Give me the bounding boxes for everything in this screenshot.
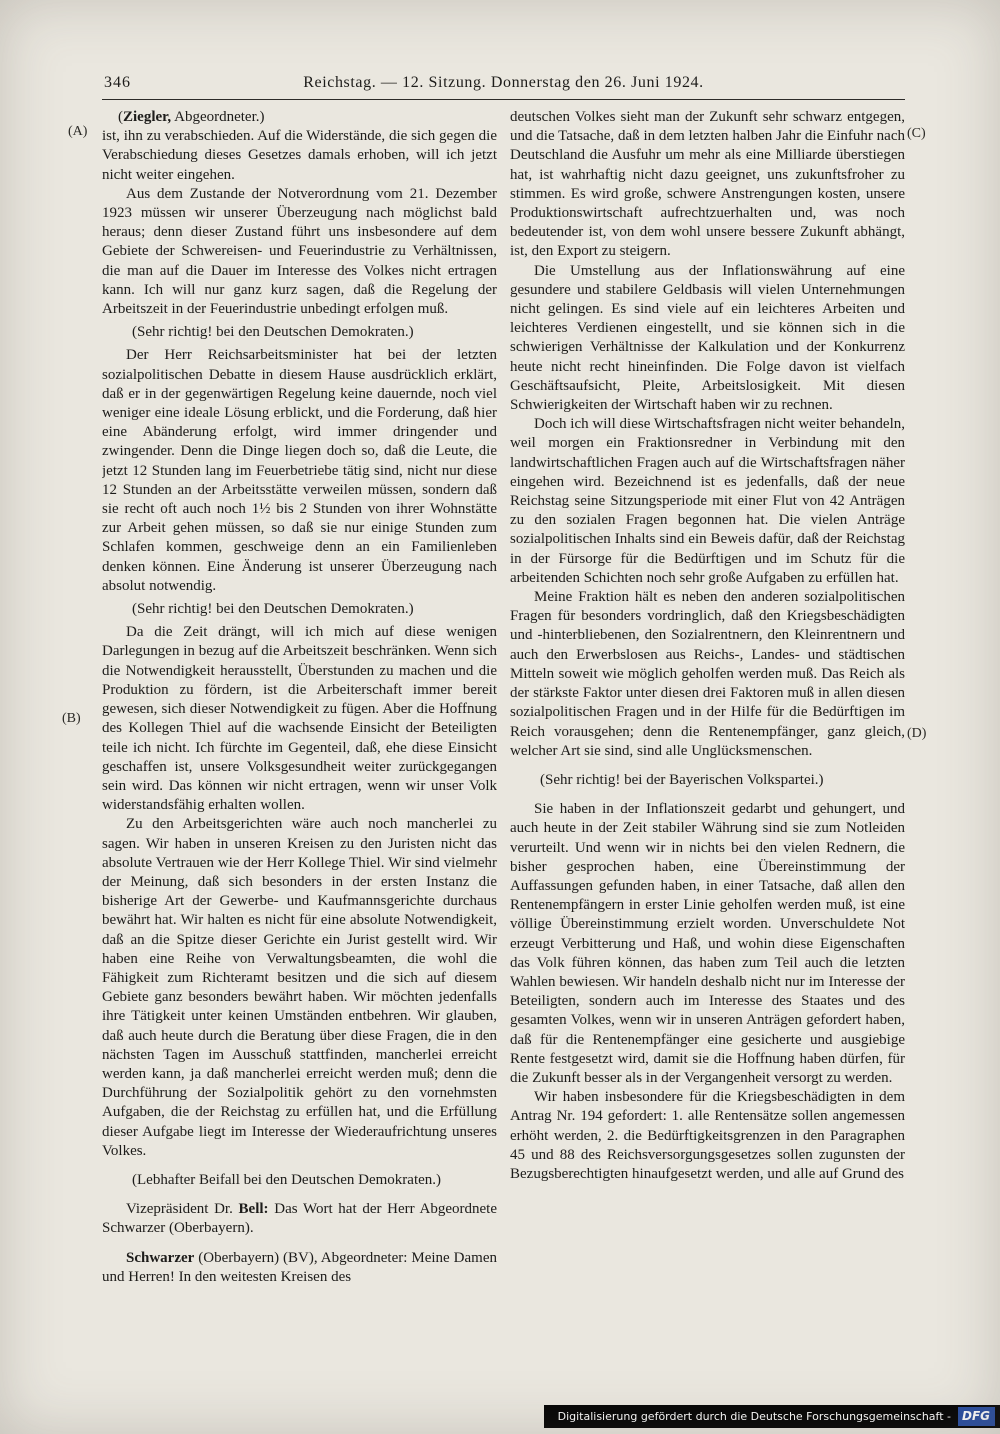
paragraph: Wir haben insbesondere für die Kriegsbeschädigten in dem Antrag Nr. 194 gefordert: 1. alle Rentensätze sollen angemessen erhöht werden, 2. die Bedürftigkeitsgrenzen in den Paragraphen 45 und 88 des Reichsversorgungsgesetzes sollen zugunsten der Bezugsberechtigten hinaufgesetzt werden, und alle auf Grund des xyxy=(510,1089,905,1182)
margin-mark-b: (B) xyxy=(62,711,81,726)
text-columns xyxy=(102,108,905,1338)
margin-mark-a: (A) xyxy=(68,124,88,139)
stage-direction: (Sehr richtig! bei der Bayerischen Volkspartei.) xyxy=(540,771,824,788)
paragraph: Aus dem Zustande der Notverordnung vom 21. Dezember 1923 müssen wir unserer Überzeugung nach möglichst bald heraus; denn dieser Zustand führt uns insbesondere auf dem Gebiete der Schwereisen- und Feuerindustrie zu Verhältnissen, die man auf die Dauer im Interesse des Volkes nicht ertragen kann. Ich will nur ganz kurz sagen, daß die Regelung der Arbeitszeit in der Feuerindustrie unbedingt erfolgen muß. xyxy=(102,185,497,318)
page-number: 346 xyxy=(104,74,131,91)
margin-mark-c: (C) xyxy=(907,126,926,141)
page-title: Reichstag. — 12. Sitzung. Donnerstag den 26. Juni 1924. xyxy=(303,74,704,91)
margin-mark-d: (D) xyxy=(907,726,927,741)
stage-direction: (Sehr richtig! bei den Deutschen Demokraten.) xyxy=(132,324,414,341)
paragraph: ist, ihn zu verabschieden. Auf die Widerstände, die sich gegen die Verabschiedung dieses Gesetzes damals erhoben, will ich jetzt nicht weiter eingehen. xyxy=(102,128,497,183)
digitization-footer xyxy=(544,1405,1000,1428)
speaker-continuation-note: (Ziegler, Abgeordneter.) xyxy=(118,109,265,125)
paragraph: Vizepräsident Dr. Bell: Das Wort hat der Herr Abgeordnete Schwarzer (Oberbayern). xyxy=(102,1201,497,1237)
page-header xyxy=(102,74,905,100)
dfg-logo: DFG xyxy=(958,1407,995,1426)
paragraph: Sie haben in der Inflationszeit gedarbt und gehungert, und auch heute in der Zeit stabiler Währung sind sie zum Notleiden verurteilt. Und wenn wir in nichts bei den vielen Rednern, die bisher gesprochen haben, eine Übereinstimmung der Auffassungen gefunden haben, in einer Tatsache, daß allen den Rentenempfängern in erster Linie geholfen werden muß, ist eine völlige Übereinstimmung erzielt worden. Unverschuldete Not erzeugt Verbitterung und Haß, und wohin diese Eigenschaften das Volk führen können, das haben zum Teil auch die letzten Wahlen bewiesen. Wir handeln deshalb nicht nur im Interesse der Beteiligten, sondern auch im Interesse des Staates und des gesamten Volkes, wenn wir in unseren Anträgen gefordert haben, daß für die Rentenempfänger eine gesicherte und ausgiebige Rente festgesetzt wird, damit sie die Hoffnung haben dürfen, für die Zukunft besser als in der Vergangenheit versorgt zu werden. xyxy=(510,801,905,1086)
stage-direction: (Sehr richtig! bei den Deutschen Demokraten.) xyxy=(132,601,414,618)
paragraph: Zu den Arbeitsgerichten wäre auch noch mancherlei zu sagen. Wir haben in unseren Kreisen zu den Juristen nicht das absolute Vertrauen wie der Herr Kollege Thiel. Wir sind vielmehr der Meinung, daß sich besonders in der ersten Instanz die bisherige Art der Gewerbe- und Kaufmannsgerichte durchaus bewährt hat. Wir halten es nicht für eine absolute Notwendigkeit, daß an die Spitze dieser Gerichte ein Jurist gestellt wird. Wir haben eine Reihe von Verwaltungsbeamten, die wohl die Fähigkeit zum Richteramt besitzen und die sich auf diesem Gebiete ganz besonders bewährt haben. Wir möchten jedenfalls ihre Tätigkeit unter keinen Umständen entbehren. Wir glauben, daß auch heute durch die Beratung über diese Fragen, die in den nächsten Tagen im Ausschuß stattfinden, mancherlei erreicht werden kann, ja daß mancherlei erreicht werden muß; denn die Durchführung der Sozialpolitik gehört zu den vornehmsten Aufgaben, die der Reichstag zu erfüllen hat, und die Erfüllung dieser Aufgabe liegt im Interesse der Wiederaufrichtung unseres Volkes. xyxy=(102,816,497,1159)
right-column xyxy=(510,108,905,1338)
paragraph: Doch ich will diese Wirtschaftsfragen nicht weiter behandeln, weil morgen ein Fraktionsredner in Verbindung mit den landwirtschaftlichen Fragen auch auf die Wirtschaftsfragen näher eingehen wird. Bezeichnend ist es jedenfalls, daß der neue Reichstag seine Sitzungsperiode mit einer Flut von 42 Anträgen zu den sozialen Fragen begonnen hat. Die vielen Anträge sozialpolitischen Inhalts sind ein Beweis dafür, daß der Reichstag in der Fürsorge für die Bedürftigen und im Schutz für die arbeitenden Schichten noch sehr große Aufgaben zu erfüllen hat. xyxy=(510,416,905,586)
paragraph: Der Herr Reichsarbeitsminister hat bei der letzten sozialpolitischen Debatte in diesem Hause ausdrücklich erklärt, daß er in der gegenwärtigen Regelung keine dauernde, noch viel weniger eine ideale Lösung erblickt, und die Forderung, daß hier eine Abänderung erfolgt, wird immer dringender und zwingender. Denn die Dinge liegen doch so, daß die Leute, die jetzt 12 Stunden lang im Feuerbetriebe tätig sind, nicht nur diese 12 Stunden an der Arbeitsstätte verweilen müssen, sondern daß sie recht oft auch noch 1½ bis 2 Stunden von ihrer Wohnstätte zur Arbeit gehen müssen, so daß sie nur einige Stunden zum Schlafen kommen, geschweige denn an ein Familienleben denken können. Eine Änderung ist unserer Überzeugung nach absolut notwendig. xyxy=(102,347,497,594)
left-column xyxy=(102,108,497,1338)
paragraph: Die Umstellung aus der Inflationswährung auf eine gesundere und stabilere Geldbasis will vielen Unternehmungen nicht gelingen. Es sind viele auf ein leichteres Arbeiten und leichteres Verdienen eingestellt, und sie können sich in die schwierigen Verhältnisse der Kalkulation und der Konkurrenz heute nicht recht hineinfinden. Die Folge davon ist vielfach Geschäftsaufsicht, Pleite, Arbeitslosigkeit. Mit diesen Schwierigkeiten der Wirtschaft haben wir zu rechnen. xyxy=(510,262,905,414)
paragraph: Meine Fraktion hält es neben den anderen sozialpolitischen Fragen für besonders vordringlich, daß den Kriegsbeschädigten und -hinterbliebenen, den Sozialrentnern, den Kleinrentnern und auch den Erwerbslosen aus Reichs-, Landes- und städtischen Mitteln soweit wie möglich geholfen werden muß. Das Reich als der stärkste Faktor unter diesen drei Faktoren muß in allen diesen sozialpolitischen Fragen und in der Hilfe für die Bedürftigen im Reich vorausgehen; denn die Rentenempfänger, ganz gleich, welcher Art sie sind, sind alle Unglücksmenschen. xyxy=(510,589,905,759)
stage-direction: (Lebhafter Beifall bei den Deutschen Demokraten.) xyxy=(132,1171,442,1188)
paragraph: Schwarzer (Oberbayern) (BV), Abgeordneter: Meine Damen und Herren! In den weitesten Kreisen des xyxy=(102,1249,497,1285)
paragraph: Da die Zeit drängt, will ich mich auf diese wenigen Darlegungen in bezug auf die Arbeitszeit beschränken. Wenn sich die Notwendigkeit herausstellt, Überstunden zu machen und die Produktion zu fördern, ist die Arbeiterschaft immer bereit gewesen, sich dieser Notwendigkeit zu fügen. Aber die Hoffnung des Kollegen Thiel auf die wachsende Einsicht der Beteiligten teile ich nicht. Ich fürchte im Gegenteil, daß, ehe diese Einsicht geschaffen ist, unsere Volksgesundheit weiter zurückgegangen sein wird. Das können wir nicht ertragen, wenn wir unser Volk widerstandsfähig erhalten wollen. xyxy=(102,624,497,814)
digitization-notice: Digitalisierung gefördert durch die Deutsche Forschungsgemeinschaft - xyxy=(557,1410,951,1423)
paragraph: deutschen Volkes sieht man der Zukunft sehr schwarz entgegen, und die Tatsache, daß in dem letzten halben Jahr die Einfuhr nach Deutschland die Ausfuhr um mehr als eine Milliarde überstiegen hat, ist wahrhaftig nicht dazu geeignet, uns zukunftsfroher zu stimmen. Es wird große, schwere Anstrengungen kosten, unsere Produktionswirtschaft aufrechtzuerhalten und, was noch bedeutender ist, von dem wohl unsere bessere Zukunft abhängt, ist, den Export zu steigern. xyxy=(510,109,905,260)
